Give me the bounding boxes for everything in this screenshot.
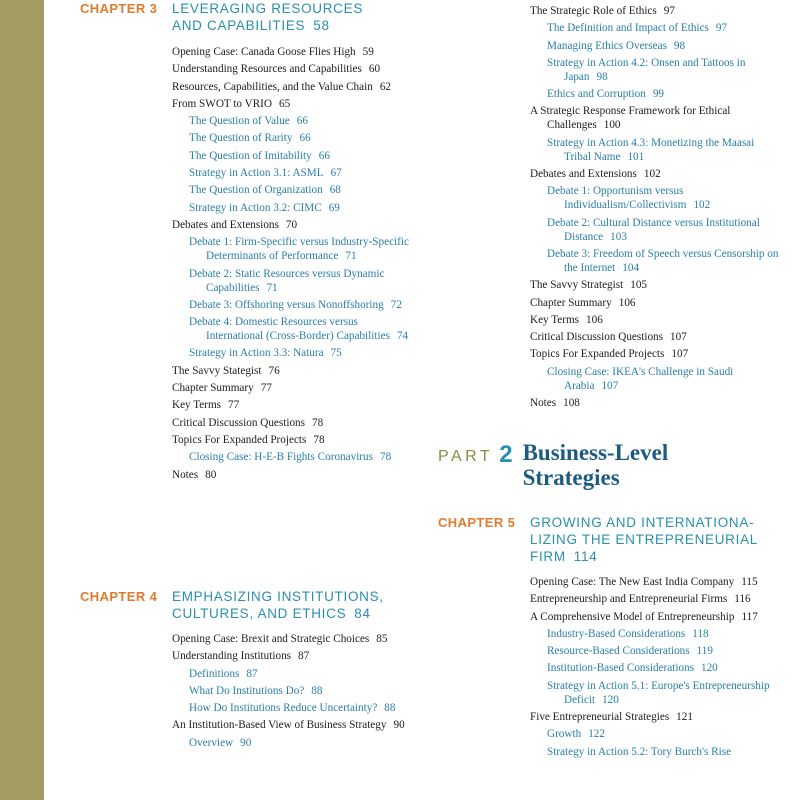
toc-entry-title: Definitions [189, 667, 240, 680]
toc-entry-title: Opening Case: Brexit and Strategic Choices [172, 633, 370, 645]
toc-entry-page: 118 [692, 627, 709, 640]
toc-entry-title: Closing Case: H-E-B Fights Coronavirus [189, 451, 373, 464]
toc-entry-page: 85 [376, 633, 388, 645]
toc-entry-page: 72 [390, 298, 402, 311]
toc-entry [530, 396, 780, 410]
toc-entry [172, 45, 417, 59]
toc-entry [189, 183, 417, 197]
toc-entry [547, 661, 780, 675]
toc-entry-page: 122 [588, 728, 605, 741]
toc-entry-title: From SWOT to VRIO [172, 97, 272, 110]
toc-entry-title: An Institution-Based View of Business Strategy [172, 719, 387, 732]
toc-entry [530, 278, 780, 292]
toc-entry [547, 745, 780, 759]
toc-entry-page: 66 [296, 115, 308, 128]
toc-entry-page: 101 [627, 150, 645, 163]
toc-entry-title: Debates and Extensions [172, 218, 279, 231]
toc-entry-title: Strategy in Action 3.2: CIMC [189, 201, 322, 214]
toc-entry [172, 381, 417, 395]
toc-entry-page: 71 [266, 281, 278, 294]
toc-entry-page: 77 [228, 399, 240, 412]
chapter-5-title-line3: FIRM [530, 549, 566, 564]
toc-entry-page: 108 [563, 397, 580, 410]
toc-entry [189, 131, 417, 145]
part-2-heading [438, 440, 713, 490]
toc-entry-page: 62 [379, 80, 391, 93]
toc-entry-page: 78 [313, 433, 325, 446]
toc-entry-page: 90 [240, 736, 252, 749]
part-number: 2 [499, 441, 513, 468]
toc-entry-page: 120 [602, 693, 619, 706]
chapter-5-entries [530, 575, 780, 762]
toc-entry [530, 296, 780, 310]
toc-entry [547, 365, 780, 393]
toc-entry [189, 667, 417, 681]
toc-entry-title: Key Terms [172, 399, 222, 412]
toc-entry-page: 59 [362, 46, 374, 58]
toc-entry-page: 88 [384, 702, 396, 715]
toc-entry-page: 104 [622, 261, 640, 274]
chapter-4-entries [172, 632, 417, 753]
toc-entry [530, 330, 780, 344]
toc-entry [547, 21, 780, 35]
toc-entry-title: Notes [172, 468, 199, 481]
chapter-3-page: 58 [313, 18, 330, 33]
toc-entry [172, 649, 417, 663]
toc-entry-page: 87 [246, 667, 258, 680]
toc-entry-page: 71 [345, 250, 357, 263]
toc-entry [189, 315, 417, 343]
toc-entry-title: Strategy in Action 3.3: Natura [189, 347, 324, 360]
toc-entry-page: 116 [734, 593, 751, 606]
toc-entry [530, 4, 780, 18]
toc-entry-page: 70 [285, 218, 298, 231]
toc-entry-title: Understanding Institutions [172, 650, 292, 663]
toc-entry [547, 679, 780, 707]
part-2-title: Business-Level Strategies [522, 440, 669, 490]
toc-entry [189, 346, 417, 360]
toc-entry [530, 104, 780, 132]
toc-entry-page: 119 [696, 645, 713, 658]
toc-entry [172, 398, 417, 412]
toc-entry [547, 644, 780, 658]
toc-entry-page: 106 [586, 313, 603, 326]
toc-entry-title: Strategy in Action 5.2: Tory Burch's Rise [547, 745, 732, 758]
toc-entry [189, 201, 417, 215]
chapter-3-label: CHAPTER 3 [80, 1, 158, 16]
toc-entry-page: 103 [610, 230, 627, 243]
toc-entry-title: Debate 2: Cultural Distance versus Institutional Distance [547, 216, 760, 243]
book-spine-strip [0, 0, 44, 800]
chapter-5-label: CHAPTER 5 [438, 515, 516, 530]
toc-entry-title: Strategy in Action 4.3: Monetizing the Maasai Tribal Name [547, 136, 755, 163]
toc-entry-title: Critical Discussion Questions [172, 416, 305, 429]
toc-entry-page: 76 [268, 364, 280, 377]
toc-entry [172, 218, 417, 232]
toc-entry-title: Managing Ethics Overseas [547, 39, 667, 52]
toc-entry-title: Industry-Based Considerations [547, 627, 686, 640]
toc-entry [530, 313, 780, 327]
toc-entry [189, 267, 417, 295]
chapter-5-title [530, 514, 758, 565]
toc-entry [547, 216, 780, 244]
chapter-4-title-line2: CULTURES, AND ETHICS [172, 606, 347, 621]
toc-entry-title: Institution-Based Considerations [547, 662, 694, 675]
toc-entry [189, 450, 417, 464]
toc-entry [189, 736, 417, 750]
toc-entry-title: Topics For Expanded Projects [530, 348, 665, 361]
chapter-3-title [172, 0, 363, 34]
toc-entry-page: 97 [715, 22, 728, 35]
toc-entry [530, 167, 780, 181]
toc-entry-title: Closing Case: IKEA's Challenge in Saudi Arabia [547, 365, 734, 392]
toc-entry-title: Strategy in Action 3.1: ASML [189, 167, 324, 180]
toc-entry-title: How Do Institutions Reduce Uncertainty? [189, 702, 378, 715]
toc-entry-page: 98 [596, 70, 608, 83]
toc-entry-page: 107 [670, 331, 687, 344]
chapter-4-title [172, 588, 384, 622]
chapter-4-heading [80, 588, 384, 622]
chapter-4-continued-entries [530, 4, 780, 413]
chapter-3-heading [80, 0, 363, 34]
toc-entry-title: Debate 3: Offshoring versus Nonoffshoring [189, 298, 384, 311]
toc-entry [189, 298, 417, 312]
toc-entry-page: 97 [663, 5, 675, 17]
toc-entry [172, 416, 417, 430]
toc-entry [172, 364, 417, 378]
toc-entry-page: 60 [368, 63, 381, 76]
toc-entry-title: The Question of Imitability [189, 149, 312, 162]
toc-entry-title: Strategy in Action 4.2: Onsen and Tattoos in Japan [547, 56, 746, 83]
toc-entry [547, 627, 780, 641]
toc-entry-page: 67 [330, 167, 342, 180]
toc-entry [172, 80, 417, 94]
toc-entry [189, 684, 417, 698]
toc-entry [530, 610, 780, 624]
toc-entry-title: Debate 1: Firm-Specific versus Industry-Specific Determinants of Performance [189, 236, 409, 263]
toc-entry-title: A Comprehensive Model of Entrepreneurship [530, 610, 735, 623]
toc-entry [547, 56, 780, 84]
toc-entry [172, 718, 417, 732]
chapter-3-entries [172, 45, 417, 485]
toc-entry-page: 102 [693, 199, 711, 212]
toc-entry-page: 117 [741, 610, 758, 623]
toc-entry-page: 80 [205, 468, 217, 481]
toc-entry-title: Topics For Expanded Projects [172, 433, 307, 446]
toc-entry-title: The Savvy Strategist [530, 279, 624, 292]
toc-entry-page: 88 [311, 684, 323, 697]
toc-entry [530, 592, 780, 606]
toc-entry-title: Debates and Extensions [530, 168, 637, 181]
toc-entry-page: 120 [700, 662, 718, 675]
toc-entry [547, 727, 780, 741]
chapter-4-title-line1: EMPHASIZING INSTITUTIONS, [172, 589, 384, 604]
toc-entry [530, 710, 780, 724]
chapter-5-title-line1: GROWING AND INTERNATIONA- [530, 515, 755, 530]
chapter-3-title-line1: LEVERAGING RESOURCES [172, 1, 364, 16]
toc-entry-page: 66 [299, 132, 311, 145]
toc-entry [547, 247, 780, 275]
toc-entry [530, 575, 780, 589]
toc-entry-title: Understanding Resources and Capabilities [172, 63, 362, 76]
toc-entry-page: 87 [298, 650, 310, 663]
toc-entry-title: The Question of Value [189, 115, 290, 128]
toc-entry-title: The Definition and Impact of Ethics [547, 22, 709, 35]
chapter-4-label: CHAPTER 4 [80, 589, 158, 604]
toc-entry-page: 121 [676, 711, 693, 724]
toc-entry-page: 68 [329, 184, 341, 197]
toc-entry-title: Overview [189, 736, 234, 749]
toc-entry [547, 136, 780, 164]
toc-entry-title: Growth [547, 728, 582, 741]
toc-entry-page: 102 [643, 168, 661, 181]
toc-entry [172, 97, 417, 111]
toc-entry-page: 65 [278, 97, 291, 110]
toc-entry [547, 39, 780, 53]
toc-entry-page: 78 [312, 416, 324, 429]
toc-entry-title: Chapter Summary [172, 382, 254, 395]
toc-entry-title: Debate 2: Static Resources versus Dynamic Capabilities [189, 267, 385, 294]
toc-entry [172, 632, 417, 646]
toc-entry-title: Notes [530, 397, 557, 410]
toc-entry-page: 98 [673, 39, 686, 52]
toc-entry [530, 347, 780, 361]
toc-entry [189, 114, 417, 128]
toc-entry-title: Five Entrepreneurial Strategies [530, 711, 670, 724]
toc-entry-title: Debate 4: Domestic Resources versus International (Cross-Border) Capabilities [189, 316, 390, 343]
toc-entry-title: Chapter Summary [530, 296, 612, 309]
chapter-5-page: 114 [573, 549, 598, 564]
chapter-5-title-line2: LIZING THE ENTREPRENEURIAL [530, 532, 758, 547]
toc-entry-title: The Strategic Role of Ethics [530, 5, 657, 17]
toc-entry-title: A Strategic Response Framework for Ethical Challenges [530, 105, 731, 132]
toc-entry-title: Ethics and Corruption [547, 88, 646, 101]
toc-entry [172, 62, 417, 76]
toc-entry-page: 77 [260, 382, 272, 395]
toc-entry-title: The Question of Organization [189, 184, 323, 197]
toc-entry-title: Resource-Based Considerations [547, 645, 690, 658]
toc-entry-title: What Do Institutions Do? [189, 684, 305, 697]
toc-entry-title: Entrepreneurship and Entrepreneurial Firms [530, 593, 728, 606]
toc-entry-page: 106 [618, 296, 636, 309]
part-word: PART [438, 448, 494, 465]
toc-entry [547, 184, 780, 212]
toc-entry-title: Opening Case: Canada Goose Flies High [172, 46, 356, 58]
toc-entry-page: 99 [652, 88, 664, 101]
toc-entry-title: Debate 1: Opportunism versus Individualism/Collectivism [547, 185, 687, 212]
toc-entry [189, 701, 417, 715]
toc-entry-page: 69 [328, 201, 340, 214]
toc-entry-title: Resources, Capabilities, and the Value Chain [172, 80, 373, 93]
toc-entry-title: The Question of Rarity [189, 132, 293, 145]
toc-entry-page: 105 [630, 279, 647, 292]
toc-entry [172, 468, 417, 482]
toc-entry-page: 90 [393, 719, 405, 732]
toc-entry-title: Strategy in Action 5.1: Europe's Entrepreneurship Deficit [547, 679, 770, 706]
toc-entry-page: 66 [318, 149, 330, 162]
toc-entry-title: Opening Case: The New East India Company [530, 576, 735, 588]
toc-entry-title: Key Terms [530, 313, 580, 326]
toc-entry-page: 115 [741, 576, 758, 588]
chapter-5-heading [438, 514, 758, 565]
toc-entry [189, 166, 417, 180]
toc-entry-title: Critical Discussion Questions [530, 331, 663, 344]
toc-entry [172, 433, 417, 447]
toc-entry [547, 87, 780, 101]
toc-entry [189, 235, 417, 263]
chapter-4-page: 84 [354, 606, 371, 621]
toc-entry-page: 100 [603, 119, 621, 132]
toc-entry-page: 107 [601, 379, 619, 392]
chapter-3-title-line2: AND CAPABILITIES [172, 18, 306, 33]
toc-entry-page: 107 [671, 348, 689, 361]
toc-entry-title: Debate 3: Freedom of Speech versus Censorship on the Internet [547, 247, 779, 274]
toc-entry-page: 75 [330, 347, 342, 360]
toc-entry-page: 74 [396, 330, 409, 343]
toc-entry [189, 149, 417, 163]
toc-entry-page: 78 [379, 451, 392, 464]
toc-entry-title: The Savvy Stategist [172, 364, 262, 377]
